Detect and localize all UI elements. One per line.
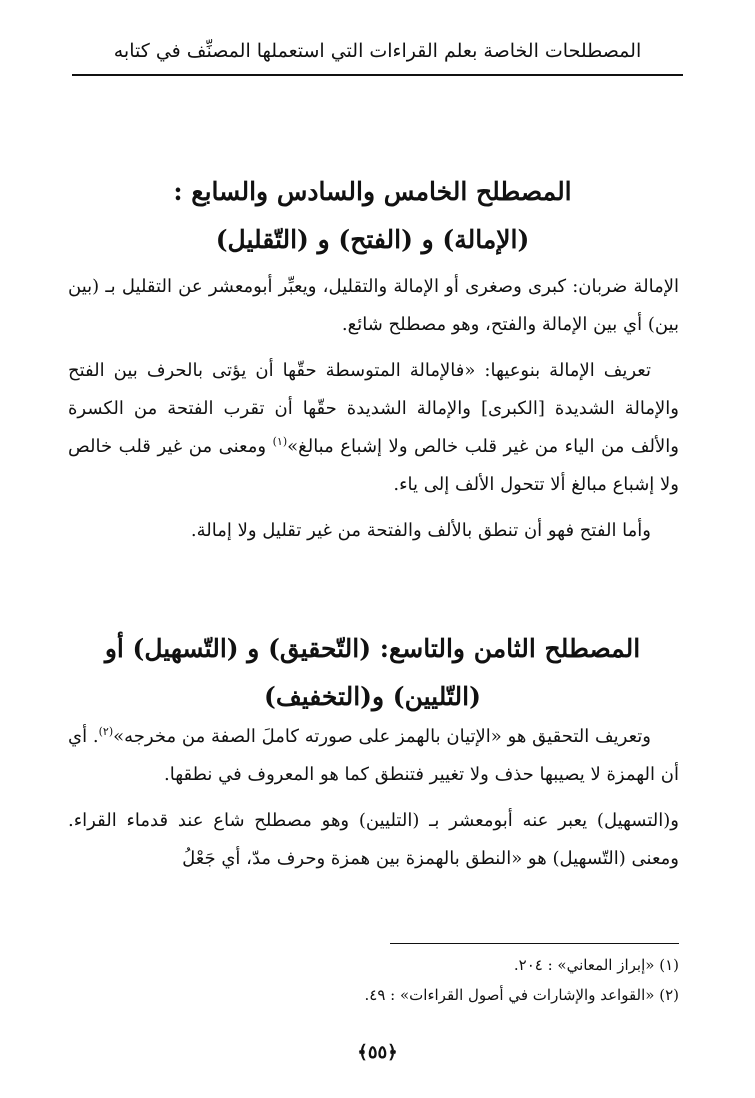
footnote-1: (١) «إبراز المعاني» : ٢٠٤. (513, 956, 679, 974)
paragraph-text: وتعريف التحقيق هو «الإتيان بالهمز على صورته كاملَ الصفة من مخرجه» (113, 726, 651, 747)
paragraph-tail: ومعنى من غير قلب خالص ولا إشباع مبالغ ألا تتحول الألف إلى ياء. (68, 436, 679, 495)
running-head: المصطلحات الخاصة بعلم القراءات التي استعملها المصنِّف في كتابه (113, 40, 642, 62)
paragraph-imala-types: الإمالة ضربان: كبرى وصغرى أو الإمالة والتقليل، ويعبِّر أبومعشر عن التقليل بـ (بين بين) أي بين الإمالة والفتح، وهو مصطلح شائع. (68, 276, 679, 335)
paragraph-tahqiq (68, 718, 679, 794)
paragraph-tail: . أي أن الهمزة لا يصيبها حذف ولا تغيير فتنطق كما هو المعروف في نطقها. (68, 726, 679, 785)
footnote-rule (390, 943, 679, 944)
paragraph-fath: وأما الفتح فهو أن تنطق بالألف والفتحة من غير تقليل ولا إمالة. (190, 520, 651, 541)
section-1-body (68, 268, 679, 558)
section-heading-1 (60, 168, 685, 264)
paragraph-text: تعريف الإمالة بنوعيها: «فالإمالة المتوسطة حقّها أن يؤتى بالحرف بين الفتح والإمالة الشديدة [الكبرى] والإمالة الشديدة حقّها أن تقرب الفتحة من الكسرة والألف من الياء من غير قلب خالص ولا إشباع مبالغ» (68, 360, 679, 457)
section-heading-2-line2: (التّليين) و(التخفيف) (264, 682, 481, 711)
section-heading-1-line1: المصطلح الخامس والسادس والسابع : (173, 177, 572, 206)
paragraph-imala-definition (68, 352, 679, 504)
footnote-2: (٢) «القواعد والإشارات في أصول القراءات» : ٤٩. (364, 986, 679, 1004)
footnotes (68, 950, 679, 1010)
page-number: ﴿٥٥﴾ (357, 1042, 398, 1063)
footnote-ref-1: (١) (272, 435, 288, 448)
header-rule (72, 74, 683, 76)
section-heading-2 (60, 625, 685, 721)
section-heading-2-line1: المصطلح الثامن والتاسع: (التّحقيق) و (التّسهيل) أو (104, 634, 641, 663)
paragraph-tasheel: و(التسهيل) يعبر عنه أبومعشر بـ (التليين) وهو مصطلح شاع عند قدماء القراء. ومعنى (التّسهيل) هو «النطق بالهمزة بين همزة وحرف مدّ، أي جَعْلُ (68, 810, 679, 869)
section-2-body (68, 718, 679, 886)
footnote-ref-2: (٢) (98, 725, 114, 738)
section-heading-1-line2: (الإمالة) و (الفتح) و (التّقليل) (215, 225, 530, 254)
